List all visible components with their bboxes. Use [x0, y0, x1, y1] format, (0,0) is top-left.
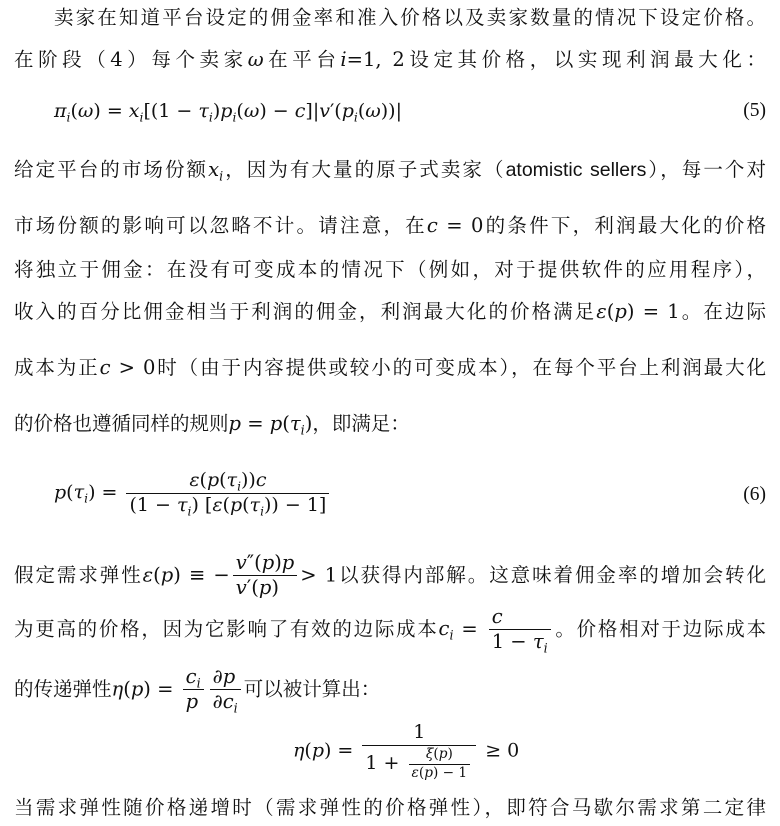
paragraph-2-line-4: 收入的百分比佣金相当于利润的佣金，利润最大化的价格满足ε(p) = 1。在边际 [14, 300, 766, 323]
text: 成本为正 [14, 356, 100, 379]
text: ），每一个对 [646, 158, 766, 181]
paragraph-1-line-1 [54, 4, 766, 32]
text: 当需求弹性随价格递增时（需求弹性的价格弹性），即符合马歇尔需求第二定律 [14, 796, 766, 819]
text: 假定需求弹性 [14, 563, 143, 587]
math-xi: $x_i$ [208, 158, 224, 184]
text: 的价格也遵循同样的规则 [14, 412, 229, 435]
text: 以获得内部解。这意味着佣金率的增加会转化 [337, 563, 766, 587]
equation-eta-inner-fraction: $\frac{\xi(p)}{\varepsilon(p) - 1}$ [409, 747, 471, 781]
text: 在阶段（4）每个卖家 [14, 48, 248, 71]
equation-5-number: (5) [743, 100, 766, 121]
text: 收入的百分比佣金相当于利润的佣金，利润最大化的价格满足 [14, 300, 597, 323]
equation-eta: η(p) = 1 1 + $\frac{\xi(p)}{\varepsilon(p) - 1}$ ≥ 0 [293, 721, 520, 781]
text: 。在边际 [679, 300, 766, 323]
math-p-rule: p [228, 412, 241, 435]
equation-5: $\pi_i(\omega) = x_i[(1 - \tau_i)p_i(\omega) - c]|v'(p_i(\omega))|$ [54, 100, 402, 125]
paragraph-3-line-1: 假定需求弹性ε(p) ≡ − $\frac{v''(p)p}{v'(p)}$ > 1以获得内部解。这意味着佣金率的增加会转化 [14, 551, 766, 600]
fraction-ci-p: $\frac{c_i}{p}$ [183, 666, 204, 714]
text: 的条件下，利润最大化的价格 [483, 214, 766, 237]
equation-6-fraction: $\frac{\varepsilon(p(\tau_i))c}{(1 - \tau_i) [\varepsilon(p(\tau_i)) - 1]}$ [126, 470, 329, 517]
text: 给定平台的市场份额 [14, 158, 209, 181]
equation-6-number: (6) [743, 484, 766, 505]
text: 的传递弹性 [14, 677, 112, 701]
text: 为更高的价格，因为它影响了有效的边际成本 [14, 617, 439, 641]
text: ，即满足： [312, 412, 410, 435]
fraction-v-ratio: $\frac{v''(p)p}{v'(p)}$ [233, 552, 298, 600]
math-i: i [340, 48, 347, 71]
math-epsilon-def: ε [142, 563, 154, 587]
equation-6: $p(\tau_i)$ = $\frac{\varepsilon(p(\tau_i))c}{(1 - \tau_i) [\varepsilon(p(\tau_i)) - 1]}$ [54, 470, 780, 517]
math-c-zero: c [426, 214, 438, 237]
math-values: =1, 2 [346, 48, 405, 71]
paragraph-3-line-3: 的传递弹性η(p) = $\frac{c_i}{p}$ $\frac{\partial p}{\partial c_i}$ 可以被计算出： [14, 665, 381, 716]
paragraph-1-line-2 [14, 46, 766, 74]
paragraph-2-line-5: 成本为正c > 0时（由于内容提供或较小的可变成本），在每个平台上利润最大化 [14, 356, 766, 379]
paragraph-4-line-1 [14, 794, 766, 822]
math-c-positive: c [99, 356, 111, 379]
text: 时（由于内容提供或较小的可变成本），在每个平台上利润最大化 [155, 356, 766, 379]
paragraph-2-line-2: 市场份额的影响可以忽略不计。请注意，在c = 0的条件下，利润最大化的价格 [14, 214, 766, 237]
text: 设定其价格，以实现利润最大化： [404, 48, 766, 71]
math-eta-def: η [111, 677, 124, 701]
text: ，因为有大量的原子式卖家（ [223, 158, 506, 181]
text: 将独立于佣金：在没有可变成本的情况下（例如，对于提供软件的应用程序）， [14, 258, 766, 281]
paragraph-2-line-1 [14, 156, 766, 184]
equation-eta-fraction: 1 1 + $\frac{\xi(p)}{\varepsilon(p) - 1}$ [362, 722, 476, 781]
text-english: atomistic sellers [505, 159, 647, 181]
paragraph-2-line-3 [14, 256, 766, 284]
paragraph-3-line-2: 为更高的价格，因为它影响了有效的边际成本$c_i$ = $\frac{c}{1 - \tau_i}$ 。价格相对于边际成本 [14, 605, 766, 656]
paragraph-2-line-6: 的价格也遵循同样的规则$p = p(\tau_i)$，即满足： [14, 412, 410, 438]
math-omega: ω [247, 48, 264, 71]
text: 。价格相对于边际成本 [553, 617, 766, 641]
text: 可以被计算出： [243, 677, 381, 701]
text: 市场份额的影响可以忽略不计。请注意，在 [14, 214, 427, 237]
fraction-ci: $\frac{c}{1 - \tau_i}$ [489, 606, 551, 654]
math-epsilon-eq-1: ε [596, 300, 607, 323]
math-ci: $c_i$ [438, 617, 454, 643]
fraction-partial: $\frac{\partial p}{\partial c_i}$ [210, 666, 241, 714]
text: 卖家在知道平台设定的佣金率和准入价格以及卖家数量的情况下设定价格。 [54, 6, 766, 29]
text: 在平台 [263, 48, 341, 71]
